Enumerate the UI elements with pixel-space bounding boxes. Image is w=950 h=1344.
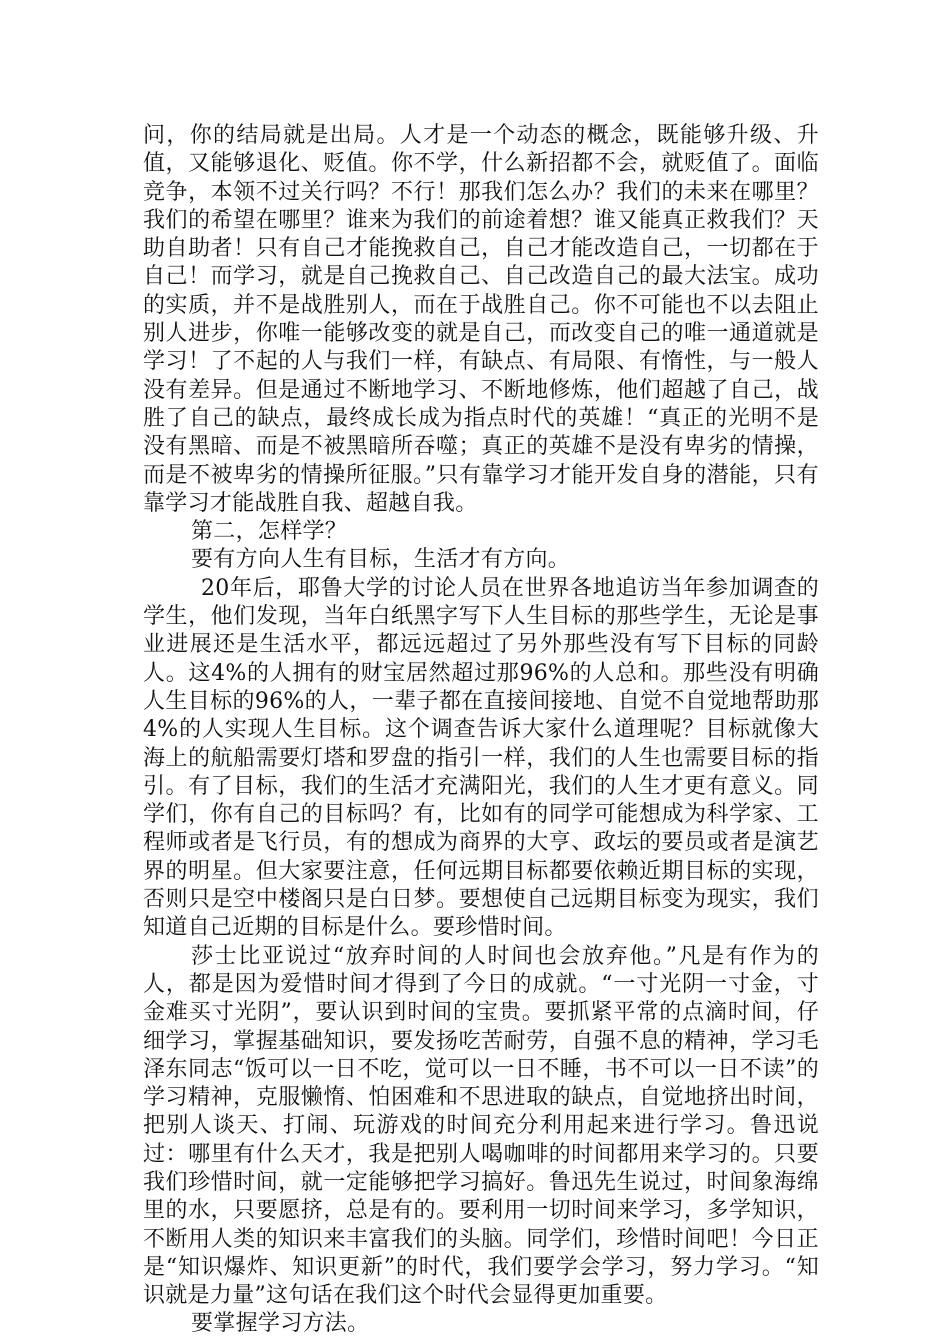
document-page bbox=[143, 122, 819, 1339]
paragraph-cherish-time: 莎士比亚说过“放弃时间的人时间也会放弃他。”凡是有作为的人，都是因为爱惜时间才得到了今日的成就。“一寸光阴一寸金，寸金难买寸光阴”，要认识到时间的宝贵。要抓紧平常的点滴时间，仔细学习，掌握基础知识，要发扬吃苦耐劳，自强不息的精神，学习毛泽东同志“饭可以一日不吃，觉可以一日不睡，书不可以一日不读”的学习精神，克服懒惰、怕困难和不思进取的缺点，自觉地挤出时间，把别人谈天、打闹、玩游戏的时间充分利用起来进行学习。鲁迅说过：哪里有什么天才，我是把别人喝咖啡的时间都用来学习的。只要我们珍惜时间，就一定能够把学习搞好。鲁迅先生说过，时间象海绵里的水，只要愿挤，总是有的。要利用一切时间来学习，多学知识，不断用人类的知识来丰富我们的头脑。同学们，珍惜时间吧！今日正是“知识爆炸、知识更新”的时代，我们要学会学习，努力学习。“知识就是力量”这句话在我们这个时代会显得更加重要。 bbox=[143, 943, 819, 1309]
paragraph-yale-survey: 20年后，耶鲁大学的讨论人员在世界各地追访当年参加调查的学生，他们发现，当年白纸黑字写下人生目标的那些学生，无论是事业进展还是生活水平，都远远超过了另外那些没有写下目标的同龄人。这4%的人拥有的财宝居然超过那96%的人总和。那些没有明确人生目标的96%的人，一辈子都在直接间接地、自觉不自觉地帮助那4%的人实现人生目标。这个调查告诉大家什么道理呢？目标就像大海上的航船需要灯塔和罗盘的指引一样，我们的人生也需要目标的指引。有了目标，我们的生活才充满阳光，我们的人生才更有意义。同学们，你有自己的目标吗？有，比如有的同学可能想成为科学家、工程师或者是飞行员，有的想成为商界的大亨、政坛的要员或者是演艺界的明星。但大家要注意，任何远期目标都要依赖近期目标的实现，否则只是空中楼阁只是白日梦。要想使自己远期目标变为现实，我们知道自己近期的目标是什么。要珍惜时间。 bbox=[143, 575, 819, 941]
section-heading-how-to-learn: 第二，怎样学？ bbox=[191, 519, 348, 545]
paragraph-1: 问，你的结局就是出局。人才是一个动态的概念，既能够升级、升值，又能够退化、贬值。你不学，什么新招都不会，就贬值了。面临竞争，本领不过关行吗？不行！那我们怎么办？我们的未来在哪里？我们的希望在哪里？谁来为我们的前途着想？谁又能真正救我们？天助自助者！只有自己才能挽救自己，自己才能改造自己，一切都在于自己！而学习，就是自己挽救自己、自己改造自己的最大法宝。成功的实质，并不是战胜别人，而在于战胜自己。你不可能也不以去阻止别人进步，你唯一能够改变的就是自己，而改变自己的唯一通道就是学习！了不起的人与我们一样，有缺点、有局限、有惰性，与一般人没有差异。但是通过不断地学习、不断地修炼，他们超越了自己，战胜了自己的缺点，最终成长成为指点时代的英雄！“真正的光明不是没有黑暗、而是不被黑暗所吞噬；真正的英雄不是没有卑劣的情操，而是不被卑劣的情操所征服。”只有靠学习才能开发自身的潜能，只有靠学习才能战胜自我、超越自我。 bbox=[143, 123, 819, 516]
paragraph-learning-method: 要掌握学习方法。 bbox=[191, 1311, 370, 1337]
paragraph-goal-direction: 要有方向人生有目标，生活才有方向。 bbox=[191, 547, 571, 573]
